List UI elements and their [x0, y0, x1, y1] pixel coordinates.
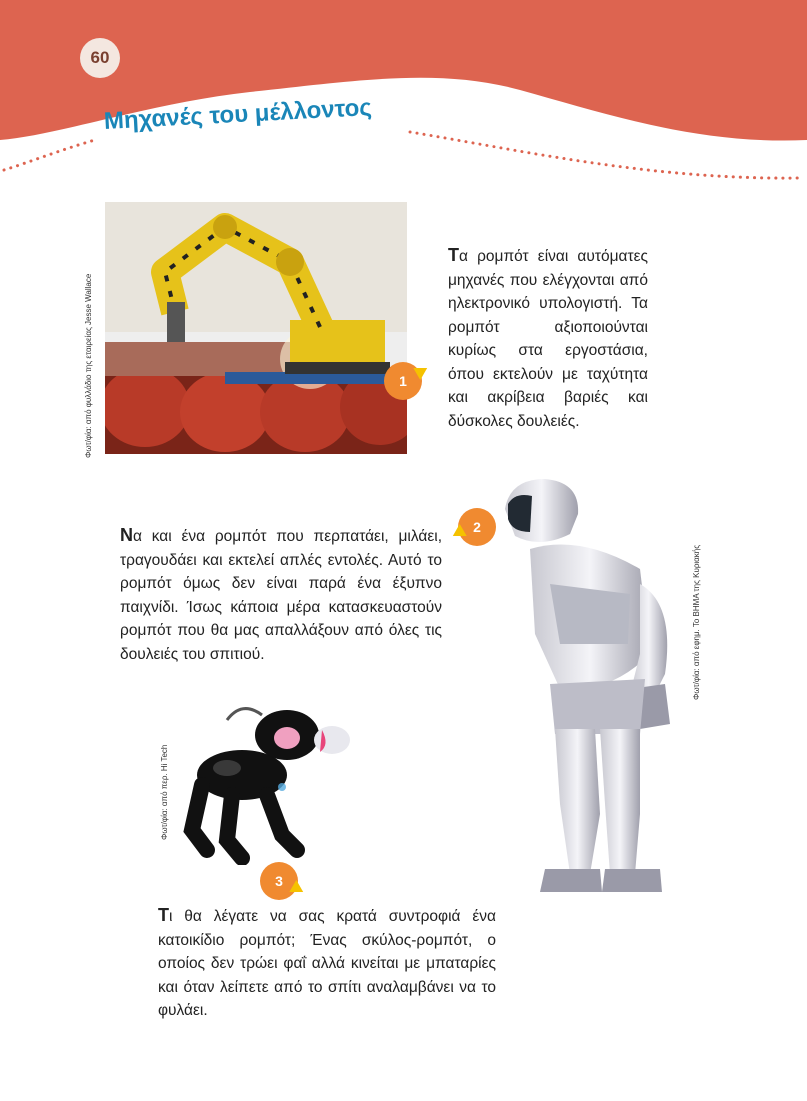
- pointer-arrow-icon: [413, 362, 430, 380]
- header-banner: [0, 0, 807, 200]
- paragraph-text: ι θα λέγατε να σας κρατά συντροφιά ένα κατοικίδιο ρομπότ; Ένας σκύλος-ρομπότ, ο οποίος δεν τρώει φαΐ αλλά κινείται με μπαταρίες και όταν λείπετε από το σπίτι αναλαμβάνει να το φυλάει.: [158, 908, 496, 1019]
- badge-1: [384, 362, 422, 400]
- paragraph-walking-robot: [120, 524, 442, 666]
- dotted-line-left: [4, 140, 95, 170]
- photo-credit-3: Φωτ/φία: από περ. Hi Tech: [160, 744, 169, 840]
- dotted-line-right: [410, 132, 800, 178]
- pointer-arrow-icon: [289, 880, 306, 898]
- robot-dog-icon: [172, 700, 357, 865]
- paragraph-text: α ρομπότ είναι αυτόματες μηχανές που ελέγχονται από ηλεκτρονικό υπολογιστή. Τα ρομπότ αξιοποιούνται κυρίως στα εργοστάσια, όπου εκτελούν με ταχύτητα και ακρίβεια βαριές και δύσκολες δουλειές.: [448, 248, 648, 430]
- paragraph-robots-definition: [448, 244, 648, 433]
- pointer-arrow-icon: [449, 524, 466, 542]
- drop-initial: Ν: [120, 525, 133, 545]
- drop-initial: Τ: [158, 905, 169, 925]
- badge-3: [260, 862, 298, 900]
- paragraph-robot-pet: [158, 904, 496, 1023]
- paragraph-text: α και ένα ρομπότ που περπατάει, μιλάει, τραγουδάει και εκτελεί απλές εντολές. Αυτό το ρομπότ όμως δεν είναι παρά ένα έξυπνο παιχνίδι. Ίσως κάποια μέρα κατασκευαστούν ρομπότ που θα μας απαλλάξουν από όλες τις δουλειές του σπιτιού.: [120, 528, 442, 663]
- badge-number: 3: [275, 873, 283, 889]
- humanoid-robot-icon: [490, 474, 690, 904]
- photo-credit-1: Φωτ/φία: από φυλλάδιο της εταιρείας Jesse Wallace: [84, 273, 93, 458]
- badge-number: 1: [399, 373, 407, 389]
- industrial-robot-arm-icon: [105, 202, 407, 454]
- page-title: Μηχανές του μέλλοντος: [103, 93, 373, 135]
- page-number: 60: [80, 38, 120, 78]
- drop-initial: Τ: [448, 245, 459, 265]
- photo-credit-2: Φωτ/φία: από εφημ. Το ΒΗΜΑ της Κυριακής: [692, 544, 701, 700]
- badge-number: 2: [473, 519, 481, 535]
